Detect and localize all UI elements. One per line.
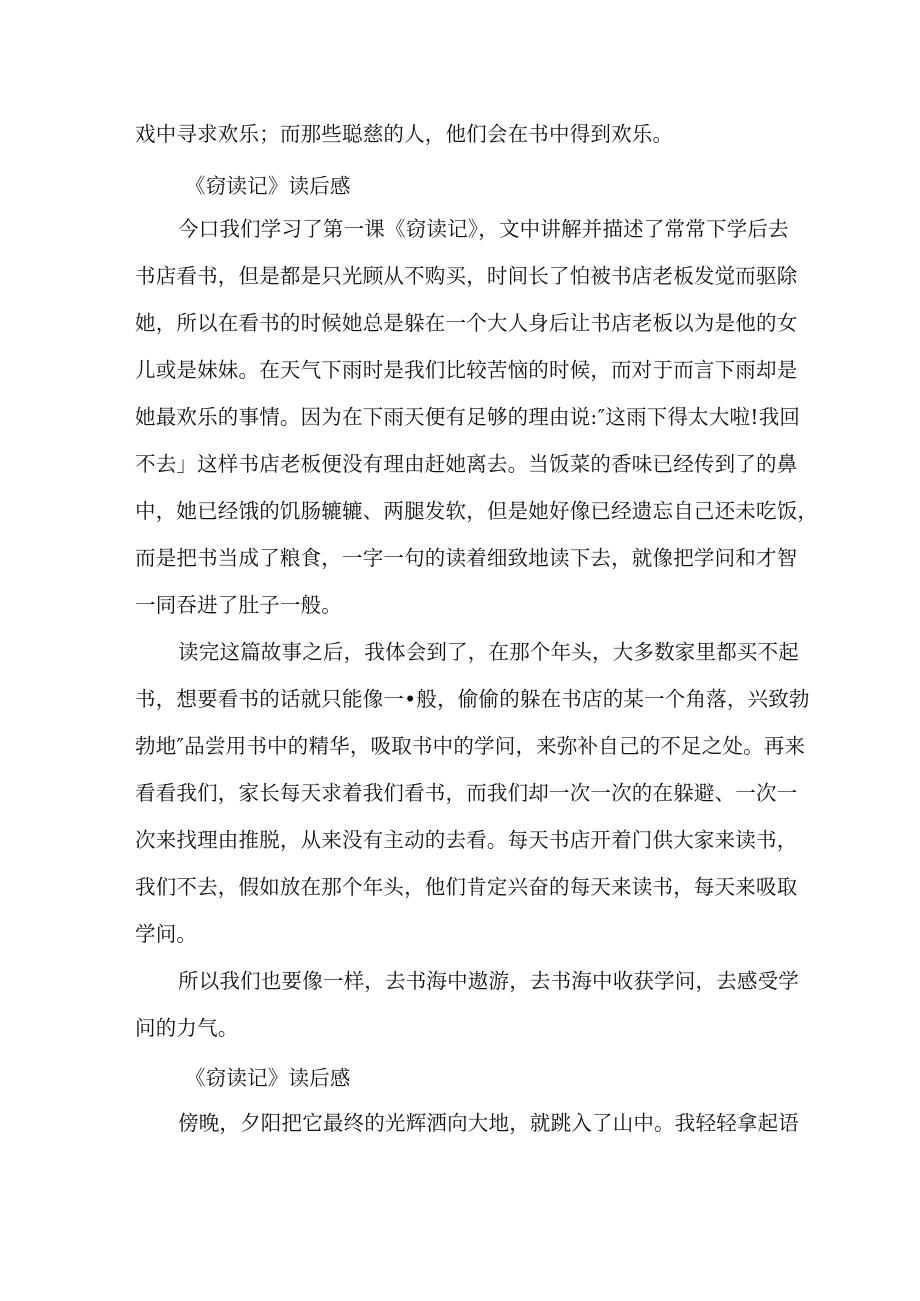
text-line: 书，想要看书的话就只能像一•般，偷偷的躲在书店的某一个角落，兴致勃 — [135, 687, 810, 711]
text-line: 我们不去，假如放在那个年头，他们肯定兴奋的每天来读书，每天来吸取 — [135, 875, 798, 899]
text-line: 不去」这样书店老板便没有理由赶她离去。当饭菜的香味已经传到了的鼻 — [135, 452, 798, 476]
text-line: 读完这篇故事之后，我体会到了，在那个年头，大多数家里都买不起 — [178, 640, 799, 664]
text-line: 而是把书当成了粮食，一字一句的读着细致地读下去，就像把学问和才智 — [135, 546, 798, 570]
text-line: 次来找理由推脱，从来没有主动的去看。每天书店开着门供大家来读书， — [135, 828, 798, 852]
text-line: 她，所以在看书的时候她总是躲在一个大人身后让书店老板以为是他的女 — [135, 311, 798, 335]
text-line: 书店看书，但是都是只光顾从不购买，时间长了怕被书店老板发觉而驱除 — [135, 264, 798, 288]
text-line: 问的力气。 — [135, 1016, 239, 1040]
text-line: 所以我们也要像一样，去书海中遨游，去书海中收获学问，去感受学 — [178, 969, 799, 993]
section-heading: 《窃读记》读后感 — [185, 1066, 351, 1090]
text-line: 看看我们，家长每天求着我们看书，而我们却一次一次的在躲避、一次一 — [135, 781, 798, 805]
section-heading: 《窃读记》读后感 — [185, 174, 351, 198]
text-line: 学问。 — [135, 922, 198, 946]
text-line: 傍晚，夕阳把它最终的光辉洒向大地，就跳入了山中。我轻轻拿起语 — [178, 1111, 799, 1135]
text-line: 她最欢乐的事情。因为在下雨天便有足够的理由说:″这雨下得太大啦!我回 — [135, 405, 801, 429]
text-line: 一同吞进了肚子一般。 — [135, 593, 342, 617]
text-line: 今口我们学习了第一课《窃读记》，文中讲解并描述了常常下学后去 — [178, 217, 789, 241]
text-line: 勃地″品尝用书中的精华，吸取书中的学问，来弥补自己的不足之处。再来 — [135, 734, 806, 758]
text-line: 中，她已经饿的饥肠辘辘、两腿发软，但是她好像已经遗忘自己还未吃饭， — [135, 499, 819, 523]
text-line: 戏中寻求欢乐；而那些聪慈的人，他们会在书中得到欢乐。 — [135, 122, 674, 146]
text-line: 儿或是妹妹。在天气下雨时是我们比较苦恼的时候，而对于而言下雨却是 — [135, 358, 798, 382]
